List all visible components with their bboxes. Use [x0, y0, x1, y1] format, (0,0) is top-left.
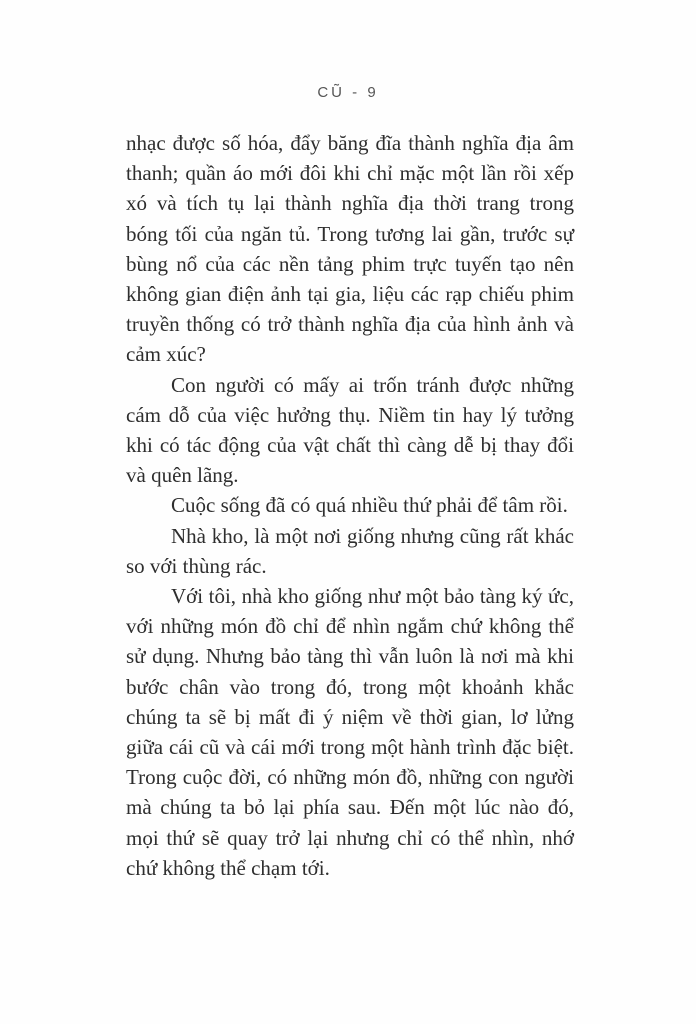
- paragraph: Nhà kho, là một nơi giống nhưng cũng rất khác so với thùng rác.: [126, 523, 574, 578]
- paragraph: Con người có mấy ai trốn tránh được những cám dỗ của việc hưởng thụ. Niềm tin hay lý tưởng khi có tác động của vật chất thì càng dễ bị thay đổi và quên lãng.: [126, 372, 574, 488]
- body-text: [126, 128, 574, 883]
- paragraph: Với tôi, nhà kho giống như một bảo tàng ký ức, với những món đồ chỉ để nhìn ngắm chứ không thể sử dụng. Nhưng bảo tàng thì vẫn luôn là nơi mà khi bước chân vào trong đó, trong một khoảnh khắc chúng ta sẽ bị mất đi ý niệm về thời gian, lơ lửng giữa cái cũ và cái mới trong một hành trình đặc biệt. Trong cuộc đời, có những món đồ, những con người mà chúng ta bỏ lại phía sau. Đến một lúc nào đó, mọi thứ sẽ quay trở lại nhưng chỉ có thể nhìn, nhớ chứ không thể chạm tới.: [126, 584, 574, 880]
- paragraph-continued: nhạc được số hóa, đẩy băng đĩa thành nghĩa địa âm thanh; quần áo mới đôi khi chỉ mặc một lần rồi xếp xó và tích tụ lại thành nghĩa địa thời trang trong bóng tối của ngăn tủ. Trong tương lai gần, trước sự bùng nổ của các nền tảng phim trực tuyến tạo nên không gian điện ảnh tại gia, liệu các rạp chiếu phim truyền thống có trở thành nghĩa địa của hình ảnh và cảm xúc?: [126, 131, 574, 367]
- running-header: CŨ - 9: [317, 84, 379, 101]
- paragraph: Cuộc sống đã có quá nhiều thứ phải để tâm rồi.: [171, 493, 568, 518]
